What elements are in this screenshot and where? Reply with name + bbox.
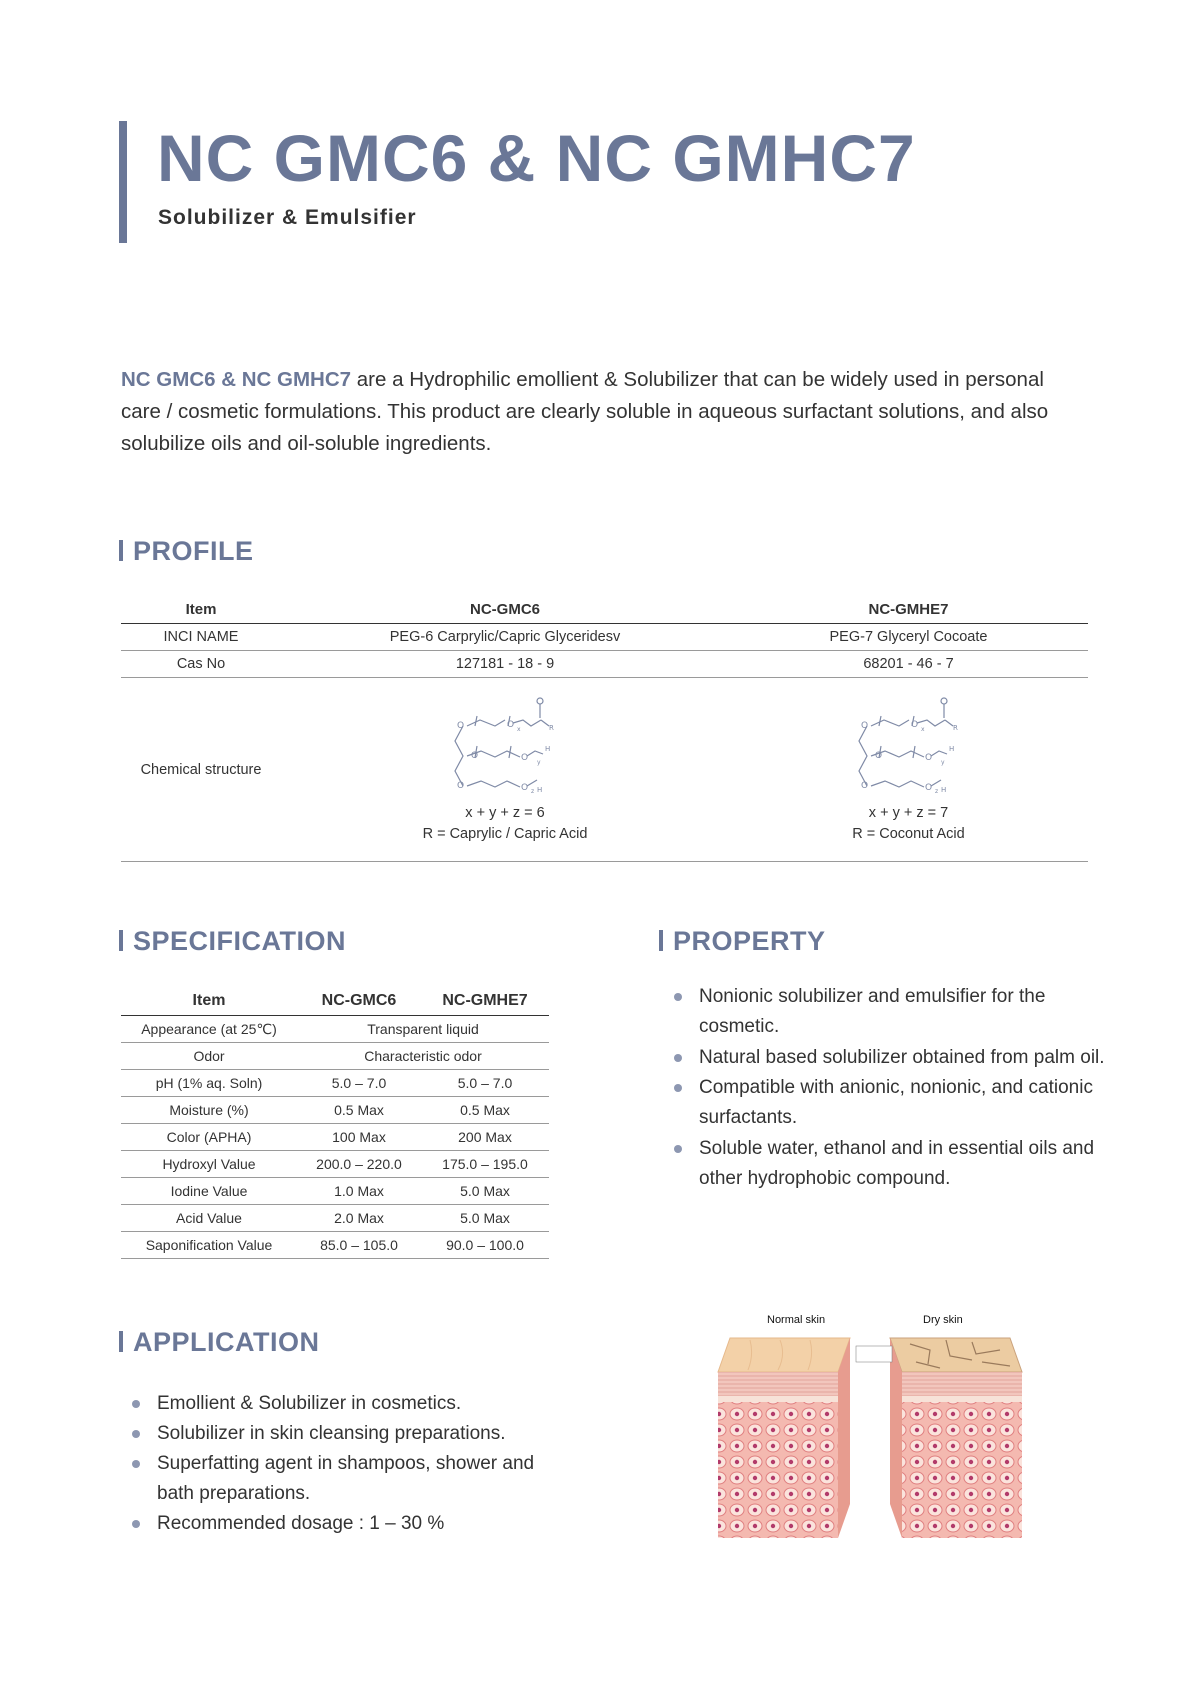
list-item: Natural based solubilizer obtained from palm oil. [669,1043,1109,1073]
structure-r-group: R = Coconut Acid [852,825,965,842]
svg-text:z: z [531,787,535,795]
table-row [121,1097,549,1124]
spec-cell: Characteristic odor [364,1048,482,1064]
svg-text:O: O [521,782,529,793]
property-heading-label: PROPERTY [673,926,826,956]
chemical-structure-diagram [445,696,565,796]
spec-cell: Moisture (%) [169,1102,249,1118]
page-title: NC GMC6 & NC GMHC7 [157,121,916,195]
spec-col-gmhe7: NC-GMHE7 [442,991,528,1009]
heading-bar [119,1331,123,1352]
svg-text:x: x [517,725,521,733]
svg-text:O: O [924,782,932,793]
property-heading [659,926,826,957]
svg-text:H: H [940,785,946,794]
spec-cell: Iodine Value [170,1183,248,1199]
intro-highlight: NC GMC6 & NC GMHC7 [121,368,352,391]
svg-text:H: H [537,785,543,794]
spec-cell: Appearance (at 25℃) [141,1020,277,1037]
application-heading-label: APPLICATION [133,1327,320,1357]
svg-text:O: O [471,750,479,761]
spec-cell: 100 Max [332,1129,386,1145]
intro-text: are a Hydrophilic emollient & Solubilizer that can be widely used in personal care / cosmetic formulations. This product are clearly soluble in aqueous surfactant solutions, and also solubilize oils and oil-soluble ingredients. [121,368,1049,455]
spec-cell: 85.0 – 105.0 [320,1237,398,1253]
profile-cell: 127181 - 18 - 9 [455,656,555,672]
spec-cell: Hydroxyl Value [162,1156,256,1172]
list-item: Compatible with anionic, nonionic, and cationic surfactants. [669,1073,1109,1133]
spec-cell: 5.0 Max [460,1183,510,1199]
dry-skin-label: Dry skin [923,1314,963,1326]
specification-table [121,986,549,1259]
structure-cell-gmhe7 [729,678,1088,861]
svg-text:O: O [860,720,868,731]
svg-text:O: O [860,780,868,791]
spec-cell: Saponification Value [145,1237,273,1253]
spec-cell: Transparent liquid [367,1021,479,1037]
table-row [121,1232,549,1259]
structure-formula: x + y + z = 6 [465,804,545,821]
profile-table [121,596,1088,862]
svg-text:O: O [924,752,932,763]
list-item: Soluble water, ethanol and in essential oils and other hydrophobic compound. [669,1134,1109,1194]
spec-cell: 0.5 Max [334,1102,384,1118]
title-accent-bar [119,121,127,243]
structure-cell-gmc6 [281,678,729,861]
list-item: Superfatting agent in shampoos, shower and bath preparations. [127,1449,547,1509]
profile-cell: PEG-6 Carprylic/Capric Glyceridesv [389,629,621,645]
table-row [121,1124,549,1151]
list-item: Emollient & Solubilizer in cosmetics. [127,1389,547,1419]
svg-text:x: x [920,725,925,733]
svg-text:R: R [549,723,554,732]
intro-paragraph [121,364,1081,460]
list-item: Solubilizer in skin cleansing preparations. [127,1419,547,1449]
list-item: Nonionic solubilizer and emulsifier for the cosmetic. [669,982,1109,1042]
spec-cell: 90.0 – 100.0 [446,1237,524,1253]
chemical-structure-diagram [849,696,969,796]
svg-text:O: O [910,719,918,730]
skin-cross-section-image [710,1310,1050,1540]
structure-formula: x + y + z = 7 [868,804,949,821]
svg-text:O: O [457,780,465,791]
table-row [121,1016,549,1043]
svg-text:R: R [952,723,958,732]
spec-cell: 0.5 Max [460,1102,510,1118]
table-row [121,624,1088,651]
list-item: Recommended dosage : 1 – 30 % [127,1509,547,1539]
profile-header-row [121,596,1088,624]
application-list [127,1389,547,1539]
table-row [121,1178,549,1205]
skin-comparison-illustration [710,1310,1050,1540]
property-list [669,982,1109,1194]
svg-text:O: O [521,752,529,763]
svg-text:O: O [874,750,882,761]
heading-bar [119,930,123,951]
profile-col-item: Item [185,601,217,618]
svg-text:O: O [507,719,515,730]
spec-cell: Acid Value [176,1210,242,1226]
application-heading [119,1327,320,1358]
spec-cell: 5.0 – 7.0 [331,1075,387,1091]
svg-text:y: y [537,758,541,766]
table-row [121,1043,549,1070]
profile-col-gmc6: NC-GMC6 [470,601,540,618]
svg-text:O: O [457,720,465,731]
svg-text:z: z [934,787,938,795]
spec-header-row [121,986,549,1016]
spec-cell: 200 Max [458,1129,512,1145]
table-row [121,1151,549,1178]
profile-cell: Cas No [176,656,226,672]
spec-cell: 200.0 – 220.0 [316,1156,402,1172]
svg-text:H: H [948,744,954,753]
page-subtitle: Solubilizer & Emulsifier [158,206,417,229]
spec-cell: Odor [193,1048,225,1064]
specification-heading [119,926,346,957]
spec-cell: 5.0 Max [460,1210,510,1226]
heading-bar [119,540,123,561]
spec-cell: 5.0 – 7.0 [457,1075,513,1091]
table-row [121,1070,549,1097]
profile-heading [119,536,254,567]
chemical-structure-row [121,678,1088,862]
spec-cell: 2.0 Max [334,1210,384,1226]
spec-cell: Color (APHA) [166,1129,252,1145]
profile-cell: 68201 - 46 - 7 [863,656,954,672]
spec-col-gmc6: NC-GMC6 [321,991,397,1009]
profile-heading-label: PROFILE [133,536,254,566]
specification-heading-label: SPECIFICATION [133,926,347,956]
spec-cell: 1.0 Max [334,1183,384,1199]
profile-cell: INCI NAME [163,629,239,645]
structure-r-group: R = Caprylic / Capric Acid [422,825,588,842]
normal-skin-block [718,1338,850,1538]
profile-col-gmhe7: NC-GMHE7 [868,601,949,618]
profile-cell: PEG-7 Glyceryl Cocoate [829,629,988,645]
spec-cell: 175.0 – 195.0 [442,1156,528,1172]
spec-col-item: Item [192,991,226,1009]
svg-text:H: H [545,744,551,753]
svg-text:y: y [940,758,945,766]
table-row [121,651,1088,678]
chemical-structure-label: Chemical structure [140,761,262,778]
heading-bar [659,930,663,951]
spec-cell: pH (1% aq. Soln) [155,1075,263,1091]
dry-skin-block [890,1338,1022,1538]
table-row [121,1205,549,1232]
normal-skin-label: Normal skin [767,1314,826,1326]
